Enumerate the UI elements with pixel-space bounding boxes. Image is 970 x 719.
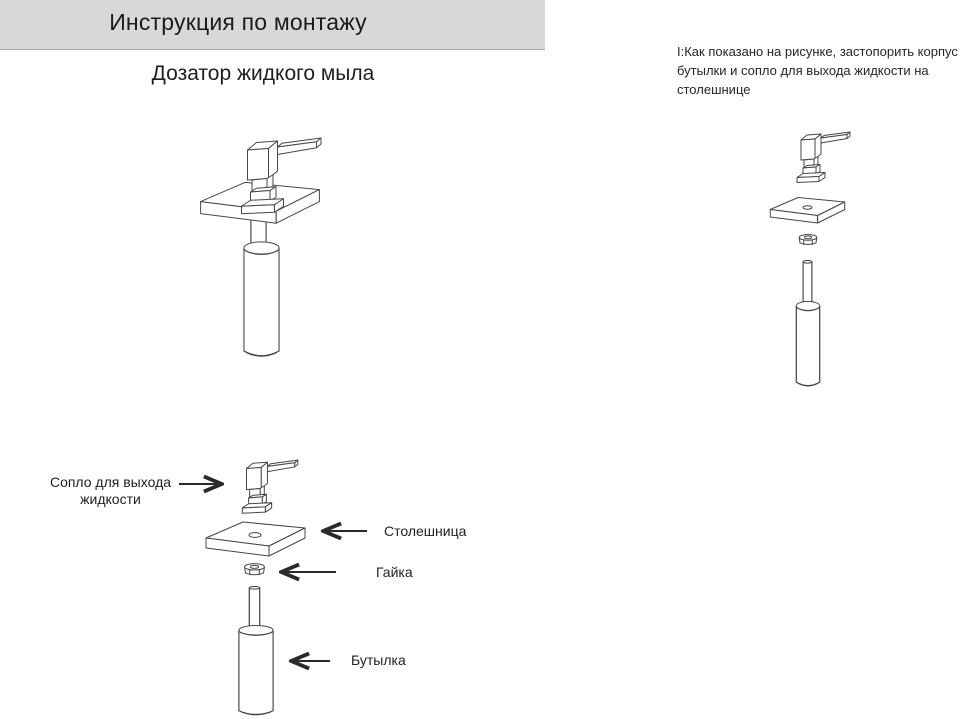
figure-exploded-view	[765, 126, 857, 392]
countertop-plate-drawing	[206, 522, 305, 556]
page-title: Инструкция по монтажу	[109, 9, 367, 35]
label-nut: Гайка	[376, 564, 413, 580]
bottle-drawing	[244, 242, 279, 356]
label-nozzle: Сопло для выхода жидкости	[49, 474, 172, 507]
countertop-plate-drawing	[770, 198, 844, 224]
bottle-drawing	[239, 625, 273, 714]
nut-drawing	[799, 235, 817, 245]
figure-assembled-dispenser	[195, 130, 330, 364]
figure-exploded-view-labeled	[200, 452, 310, 718]
bottle-tube-drawing	[249, 586, 259, 630]
bottle-drawing	[796, 301, 819, 386]
product-subtitle: Дозатор жидкого мыла	[151, 62, 375, 85]
bottle-tube-drawing	[803, 260, 812, 304]
instruction-note: I:Как показано на рисунке, застопорить корпус бутылки и сопло для выхода жидкости на столешнице	[677, 44, 958, 97]
label-bottle: Бутылка	[351, 652, 406, 668]
label-countertop: Столешница	[384, 523, 467, 539]
pump-head-drawing	[797, 132, 850, 183]
nut-drawing	[245, 564, 265, 575]
pump-head-drawing	[242, 460, 297, 513]
